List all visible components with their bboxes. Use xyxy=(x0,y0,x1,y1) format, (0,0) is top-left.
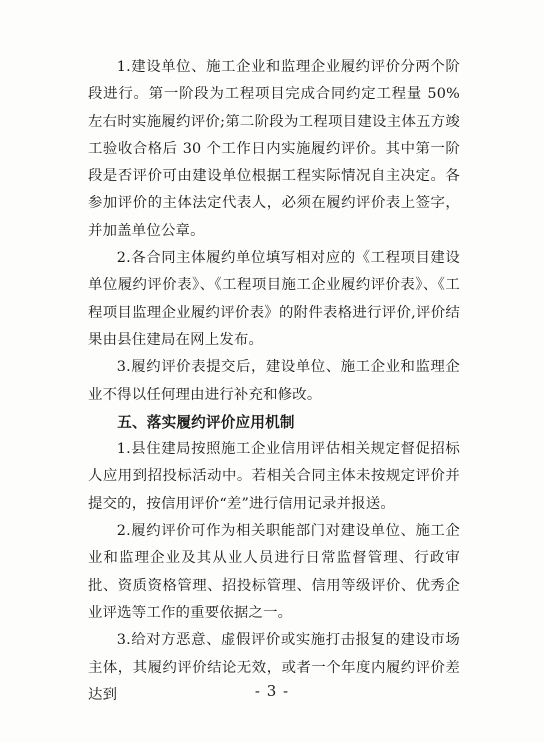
document-body xyxy=(88,54,460,709)
paragraph-no-modification: 3.履约评价表提交后，建设单位、施工企业和监理企业不得以任何理由进行补充和修改。 xyxy=(88,359,460,403)
paragraph-credit-application: 1.县住建局按照施工企业信用评估相关规定督促招标人应用到招投标活动中。若相关合同主体未按规定评价并提交的，按信用评价“差”进行信用记录并报送。 xyxy=(88,441,460,512)
paragraph-supervision-basis: 2.履约评价可作为相关职能部门对建设单位、施工企业和监理企业及其从业人员进行日常监督管理、行政审批、资质资格管理、招投标管理、信用等级评价、优秀企业评选等工作的重要依据之一。 xyxy=(88,523,460,621)
page-number: - 3 - xyxy=(254,682,290,700)
paragraph-evaluation-forms: 2.各合同主体履约单位填写相对应的《工程项目建设单位履约评价表》、《工程项目施工企业履约评价表》、《工程项目监理企业履约评价表》的附件表格进行评价,评价结果由县住建局在网上发布。 xyxy=(88,250,460,348)
paragraph-malicious-evaluation: 3.给对方恶意、虚假评价或实施打击报复的建设市场主体，其履约评价结论无效，或者一个年度内履约评价差达到 xyxy=(88,632,460,703)
paragraph-evaluation-stages: 1.建设单位、施工企业和监理企业履约评价分两个阶段进行。第一阶段为工程项目完成合同约定工程量 50%左右时实施履约评价;第二阶段为工程项目建设主体五方竣工验收合格后 30 个工作日内实施履约评价。其中第一阶段是否评价可由建设单位根据工程实际情况自主决定。各参加评价的主体法定代表人，必须在履约评价表上签字，并加盖单位公章。 xyxy=(88,59,460,239)
section-heading-five: 五、落实履约评价应用机制 xyxy=(117,413,295,431)
